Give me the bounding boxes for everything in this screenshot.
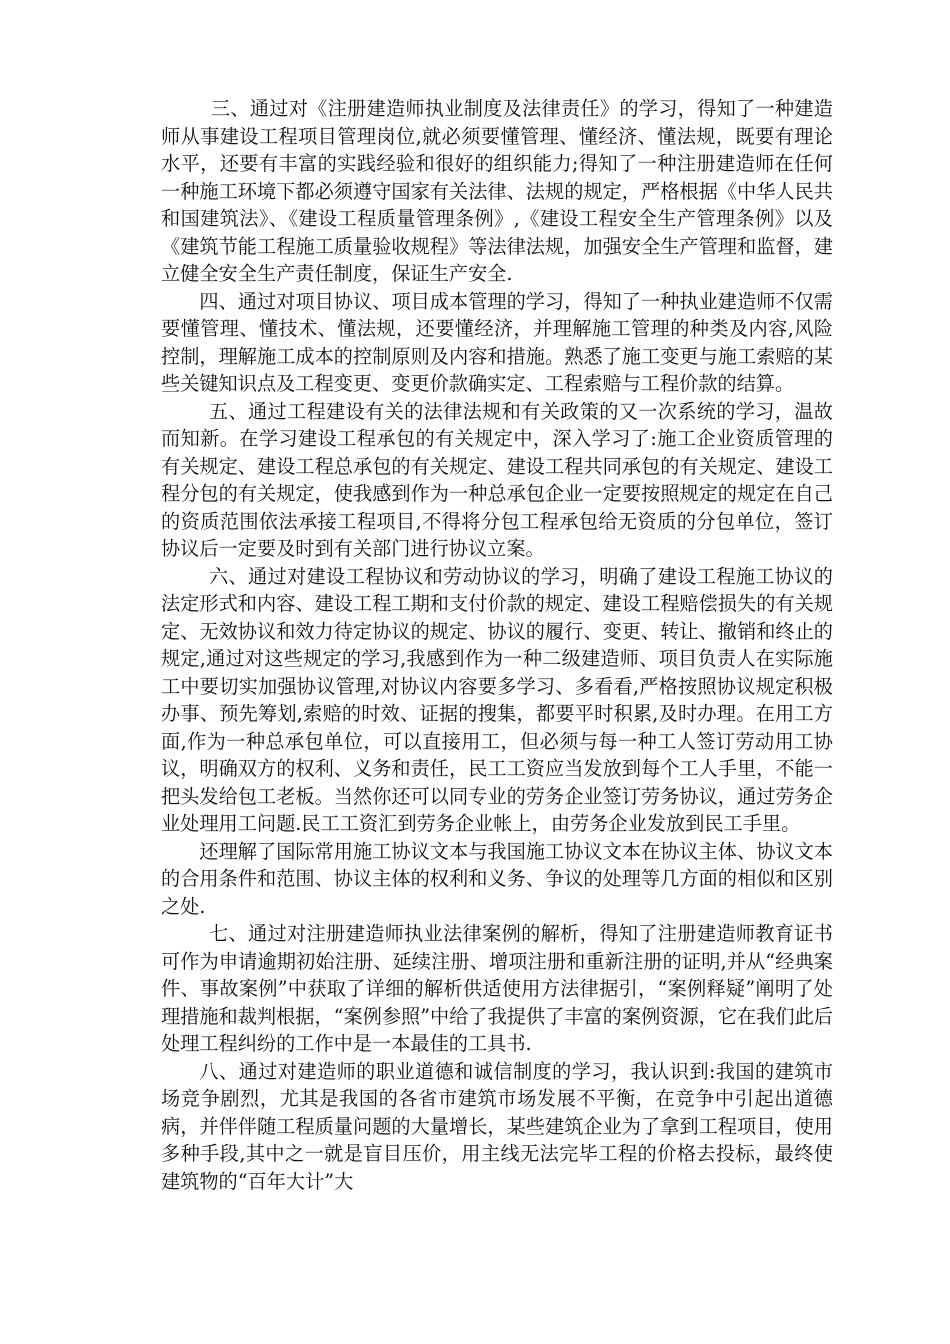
- paragraph-section-6: 六、通过对建设工程协议和劳动协议的学习，明确了建设工程施工协议的法定形式和内容、建设工程工期和支付价款的规定、建设工程赔偿损失的有关规定、无效协议和效力待定协议的规定、协议的履行、变更、转让、撤销和终止的规定,通过对这些规定的学习,我感到作为一种二级建造师、项目负责人在实际施工中要切实加强协议管理,对协议内容要多学习、多看看,严格按照协议规定积极办事、预先筹划,索赔的时效、证据的搜集，都要平时积累,及时办理。在用工方面,作为一种总承包单位，可以直接用工，但必须与每一种工人签订劳动用工协议，明确双方的权利、义务和责任，民工工资应当发放到每个工人手里，不能一把头发给包工老板。当然你还可以同专业的劳务企业签订劳务协议，通过劳务企业处理用工问题.民工工资汇到劳务企业帐上，由劳务企业发放到民工手里。: [161, 564, 833, 835]
- paragraph-section-4: 四、通过对项目协议、项目成本管理的学习，得知了一种执业建造师不仅需要懂管理、懂技术、懂法规，还要懂经济，并理解施工管理的种类及内容,风险控制，理解施工成本的控制原则及内容和措施。熟悉了施工变更与施工索赔的某些关键知识点及工程变更、变更价款确实定、工程索赔与工程价款的结算。: [161, 289, 833, 395]
- paragraph-section-5: 五、通过工程建设有关的法律法规和有关政策的又一次系统的学习，温故而知新。在学习建设工程承包的有关规定中，深入学习了:施工企业资质管理的有关规定、建设工程总承包的有关规定、建设工程共同承包的有关规定、建设工程分包的有关规定，使我感到作为一种总承包企业一定要按照规定的规定在自己的资质范围依法承接工程项目,不得将分包工程承包给无资质的分包单位，签订协议后一定要及时到有关部门进行协议立案。: [161, 399, 833, 560]
- paragraph-section-3: 三、通过对《注册建造师执业制度及法律责任》的学习，得知了一种建造师从事建设工程项目管理岗位,就必须要懂管理、懂经济、懂法规，既要有理论水平，还要有丰富的实践经验和很好的组织能力;得知了一种注册建造师在任何一种施工环境下都必须遵守国家有关法律、法规的规定，严格根据《中华人民共和国建筑法》、《建设工程质量管理条例》,《建设工程安全生产管理条例》以及《建筑节能工程施工质量验收规程》等法律法规，加强安全生产管理和监督，建立健全安全生产责任制度，保证生产安全.: [161, 97, 833, 285]
- document-body: [161, 95, 833, 1195]
- paragraph-section-8: 八、通过对建造师的职业道德和诚信制度的学习，我认识到:我国的建筑市场竞争剧烈，尤其是我国的各省市建筑市场发展不平衡，在竞争中引起出道德病，并伴伴随工程质量问题的大量增长，某些建筑企业为了拿到工程项目，使用多种手段,其中之一就是盲目压价，用主线无法完毕工程的价格去投标，最终使建筑物的“百年大计”大: [161, 1059, 833, 1193]
- paragraph-contract-comparison: 还理解了国际常用施工协议文本与我国施工协议文本在协议主体、协议文本的合用条件和范围、协议主体的权利和义务、争议的处理等几方面的相似和区别之处.: [161, 839, 833, 918]
- paragraph-section-7: 七、通过对注册建造师执业法律案例的解析，得知了注册建造师教育证书可作为申请逾期初始注册、延续注册、增项注册和重新注册的证明,并从“经典案件、事故案例”中获取了详细的解析供适使用方法律据引，“案例释疑”阐明了处理措施和裁判根据，“案例参照”中给了我提供了丰富的案例资源，它在我们此后处理工程纠纷的工作中是一本最佳的工具书.: [161, 922, 833, 1055]
